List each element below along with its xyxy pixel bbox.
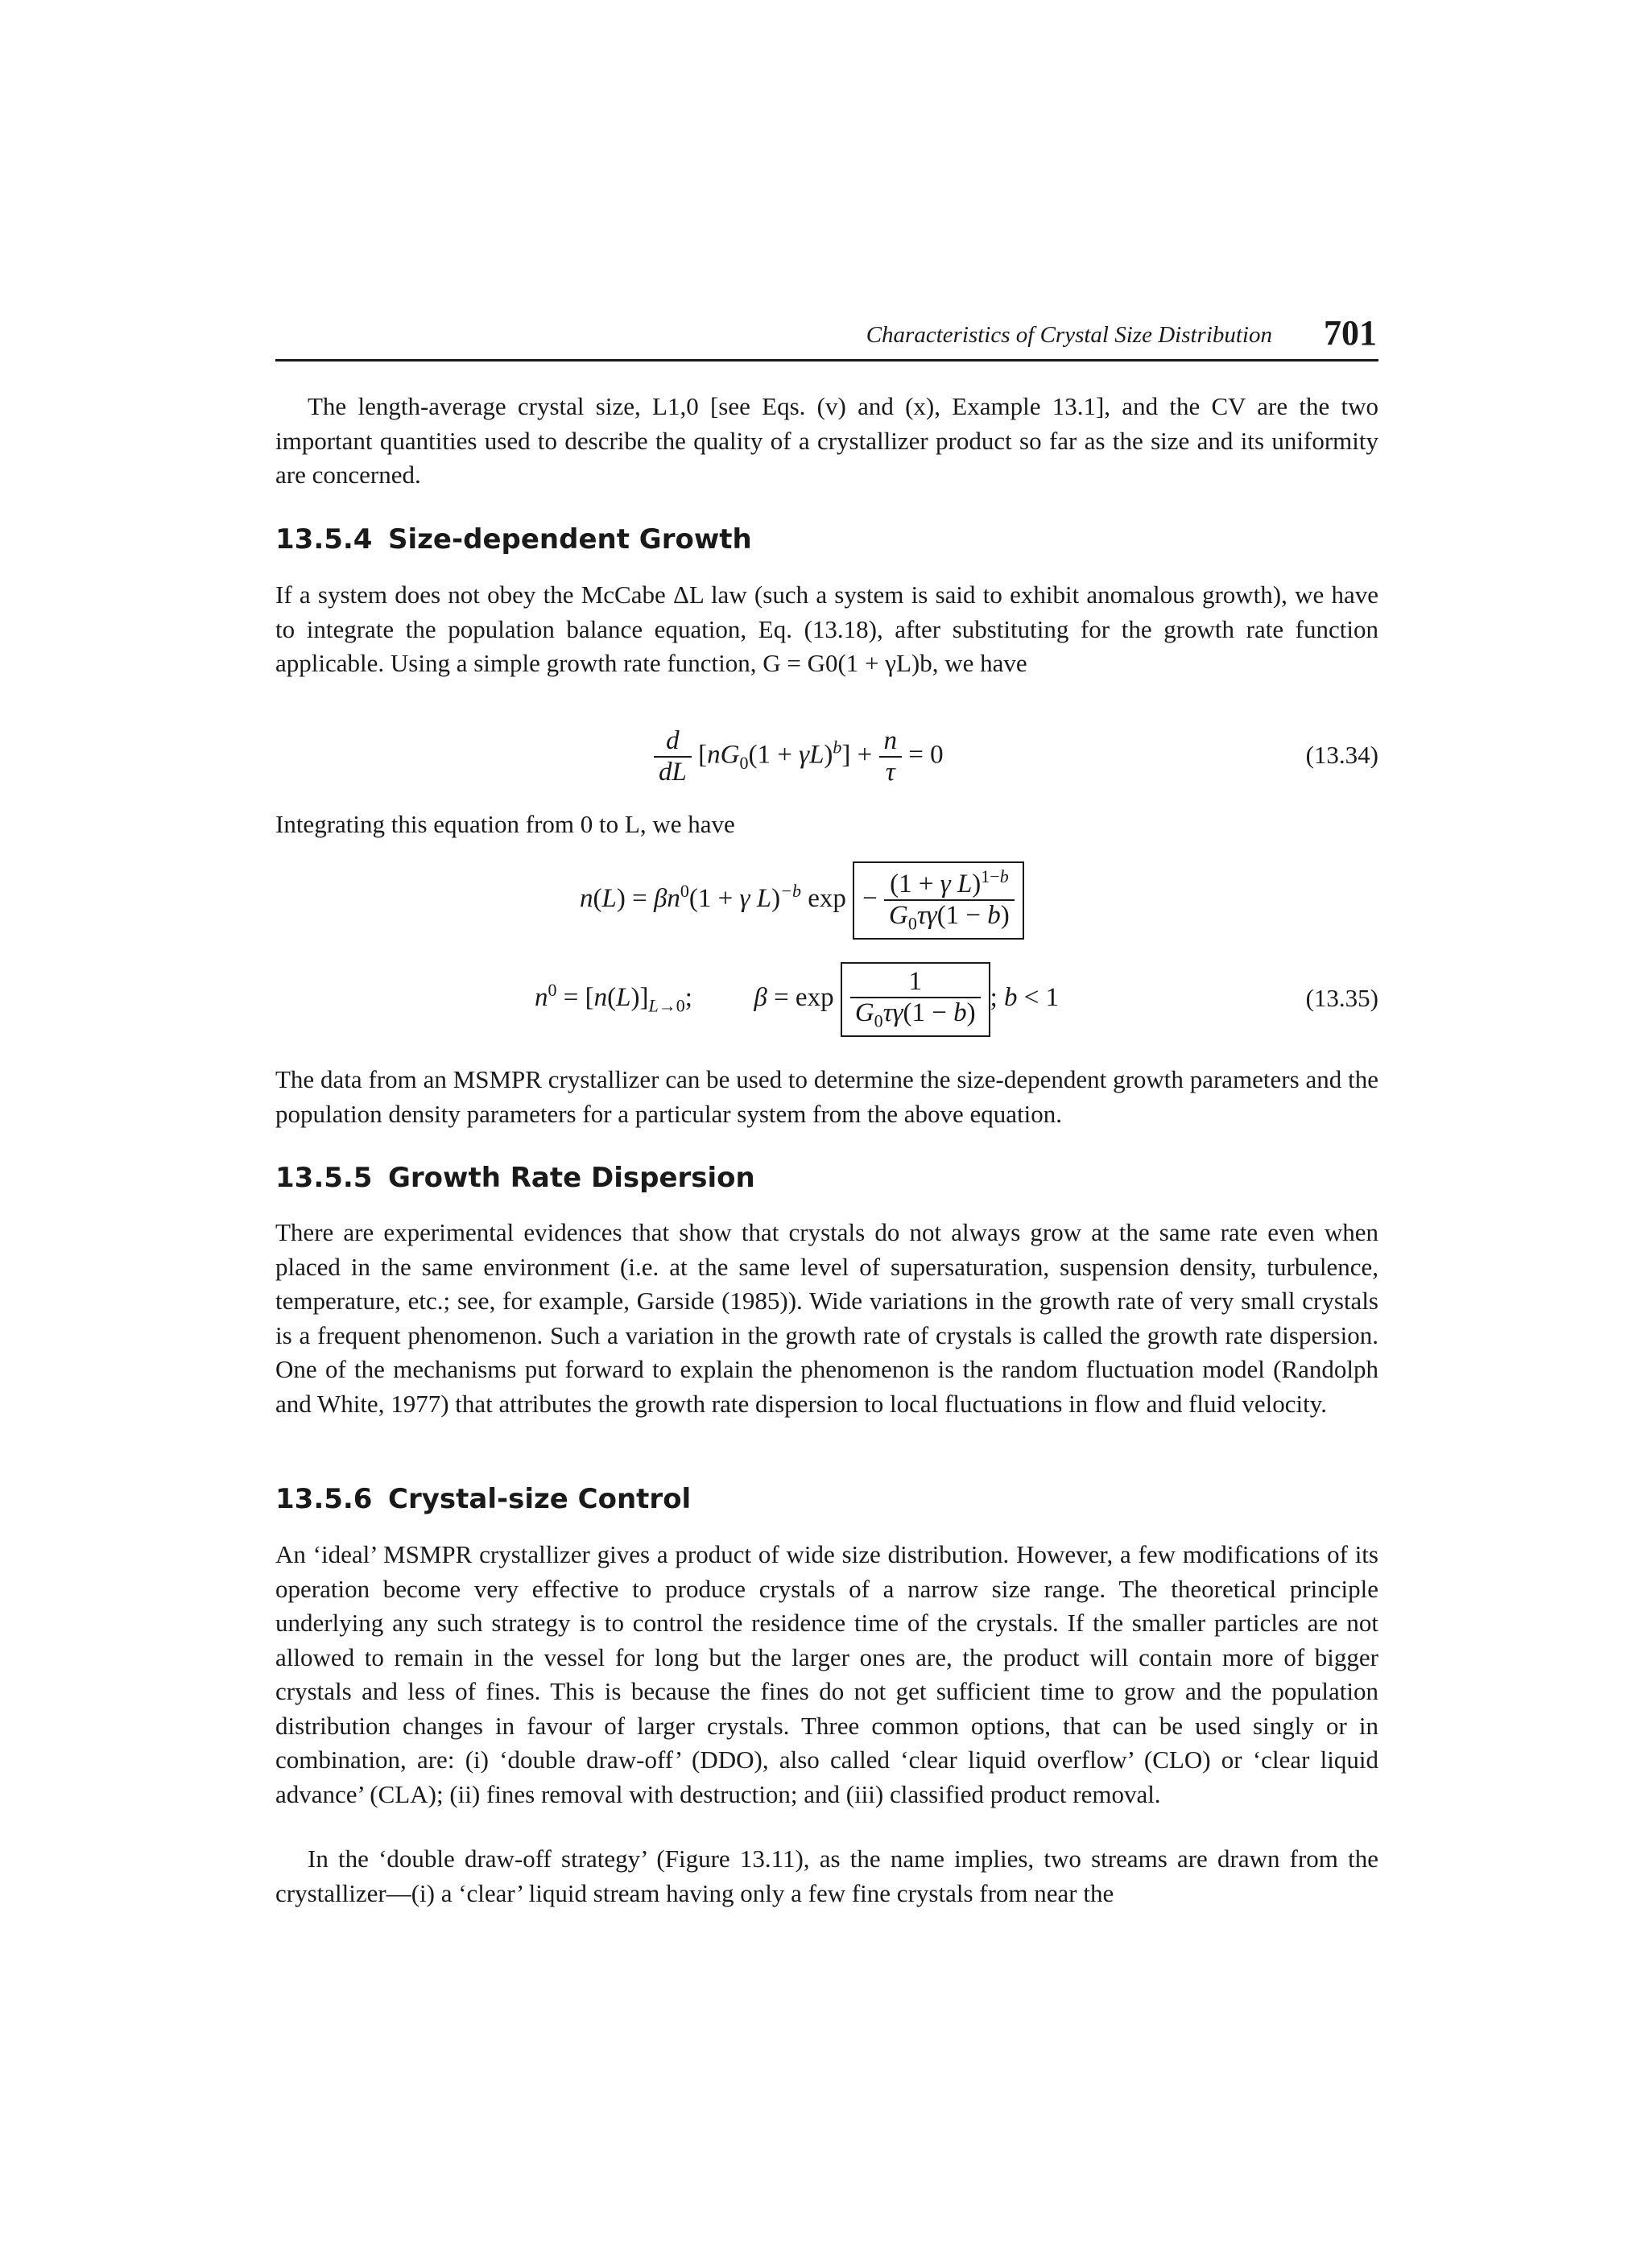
page-number: 701 (1324, 313, 1377, 353)
equation-number-13-35: (13.35) (1305, 984, 1378, 1012)
equation-13-34: $\frac{d}{dL}$ $[nG_0(1 + \gamma L)^b]$ + $\frac{n}{\tau}$ = 0 (654, 726, 944, 787)
equation-13-35: $n^0 = [n(L)]_{L\to 0}$; β = exp $\frac{1}{G_0\tau\gamma(1 - b)}$ ; b < 1 (535, 962, 1059, 1037)
paragraph-growth-rate-dispersion: There are experimental evidences that show that crystals do not always grow at the same rate even when placed in the same environment (i.e. at the same level of supersaturation, suspension density, turbulence, temperature, etc.; see, for example, Garside (1985)). Wide variations in the growth rate of very small crystals is a frequent phenomenon. Such a variation in the growth rate of crystals is called the growth rate dispersion. One of the mechanisms put forward to explain the phenomenon is the random fluctuation model (Randolph and White, 1977) that attributes the growth rate dispersion to local fluctuations in flow and fluid velocity. (275, 1218, 1378, 1418)
section-title: Size-dependent Growth (388, 523, 752, 556)
paragraph-double-draw-off: In the ‘double draw-off strategy’ (Figure 13.11), as the name implies, two streams are drawn from the crystallizer—(i) a ‘clear’ liquid stream having only a few fine crystals from near the (275, 1845, 1378, 1907)
paragraph-crystal-size-control: An ‘ideal’ MSMPR crystallizer gives a product of wide size distribution. However, a few modifications of its operation become very effective to produce crystals of a narrow size range. The theoretical principle underlying any such strategy is to control the residence time of the crystals. If the smaller particles are not allowed to remain in the vessel for long but the larger ones are, the product will contain more of bigger crystals and less of fines. This is because the fines do not get sufficient time to grow and the population distribution changes in favour of larger crystals. Three common options, that can be used singly or in combination, are: (i) ‘double draw-off’ (DDO), also called ‘clear liquid overflow’ (CLO) or ‘clear liquid advance’ (CLA); (ii) fines removal with destruction; and (iii) classified product removal. (275, 1540, 1378, 1808)
equation-n-of-L: $n(L) = \beta n^0(1 + \gamma$ L)$^{-b}$ exp − $\frac{(1 + \gamma L)^{1-b}}{G_0\tau\gamma(1 - b)}$ (580, 861, 1024, 940)
header-rule (275, 359, 1378, 361)
section-heading-13-5-5 (275, 1162, 755, 1194)
paragraph-integrating: Integrating this equation from 0 to L, we have (275, 810, 735, 838)
section-heading-13-5-6 (275, 1483, 691, 1515)
section-number: 13.5.6 (275, 1483, 373, 1515)
section-number: 13.5.4 (275, 523, 373, 556)
equation-number-13-34: (13.34) (1305, 741, 1378, 769)
paragraph-size-dependent: If a system does not obey the McCabe ΔL law (such a system is said to exhibit anomalous growth), we have to integrate the population balance equation, Eq. (13.18), after substituting for the growth rate function applicable. Using a simple growth rate function, G = G0(1 + γL)b, we have (275, 580, 1378, 677)
section-title: Growth Rate Dispersion (388, 1162, 755, 1194)
paragraph-msmpr: The data from an MSMPR crystallizer can be used to determine the size-dependent growth parameters and the population density parameters for a particular system from the above equation. (275, 1065, 1378, 1128)
running-head-title: Characteristics of Crystal Size Distribution (866, 322, 1272, 348)
section-heading-13-5-4 (275, 523, 752, 556)
section-number: 13.5.5 (275, 1162, 373, 1194)
running-head (275, 313, 1378, 361)
paragraph-intro: The length-average crystal size, L1,0 [see Eqs. (v) and (x), Example 13.1], and the CV are the two important quantities used to describe the quality of a crystallizer product so far as the size and its uniformity are concerned. (275, 392, 1378, 489)
section-title: Crystal-size Control (388, 1483, 692, 1515)
